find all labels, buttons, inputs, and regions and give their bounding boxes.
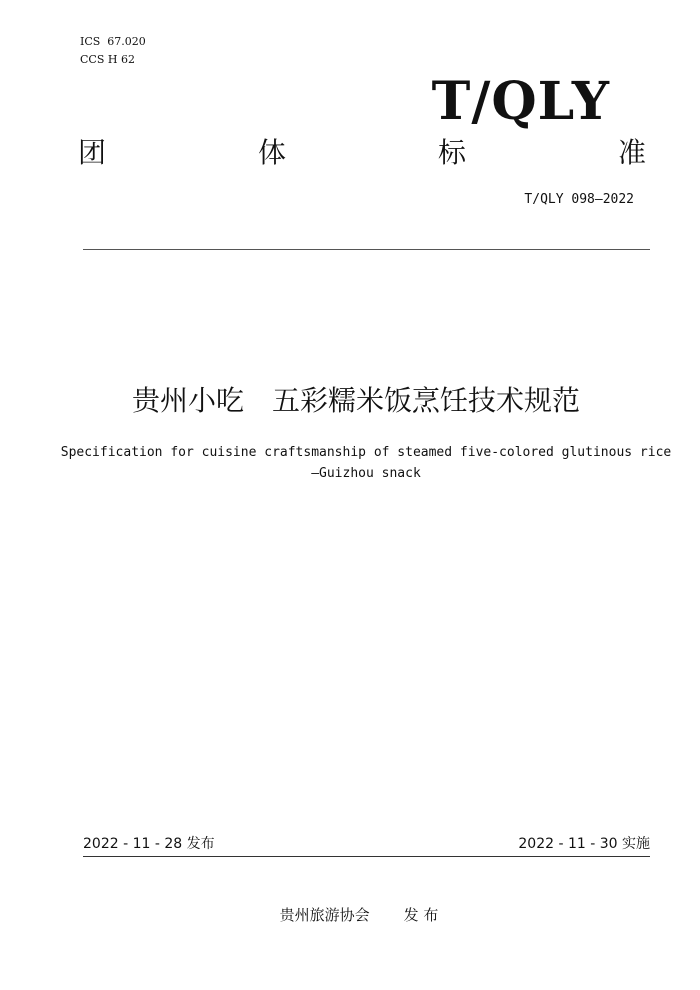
standard-number: T/QLY 098—2022 <box>524 192 634 207</box>
standard-type-char-2: 体 <box>257 136 286 169</box>
footer-divider <box>83 856 650 857</box>
header-divider <box>83 249 650 250</box>
standard-type-char-4: 准 <box>617 136 646 169</box>
issue-date: 2022 - 11 - 28 发布 <box>83 836 215 852</box>
publisher-line <box>0 905 700 925</box>
title-chinese: 贵州小吃 五彩糯米饭烹饪技术规范 <box>131 384 580 417</box>
publisher-organization: 贵州旅游协会 <box>279 906 370 924</box>
standard-logo: T/QLY <box>431 71 610 132</box>
standard-type-char-3: 标 <box>437 136 466 169</box>
publisher-action: 发 布 <box>403 906 439 924</box>
standard-type-heading <box>78 136 646 170</box>
title-english: Specification for cuisine craftsmanship of steamed five-colored glutinous rice—Guizhou snack <box>60 445 672 481</box>
ics-code: ICS 67.020 <box>80 35 146 48</box>
standard-type-char-1: 团 <box>78 136 107 169</box>
ccs-code: CCS H 62 <box>80 53 135 66</box>
implementation-date: 2022 - 11 - 30 实施 <box>518 836 650 852</box>
